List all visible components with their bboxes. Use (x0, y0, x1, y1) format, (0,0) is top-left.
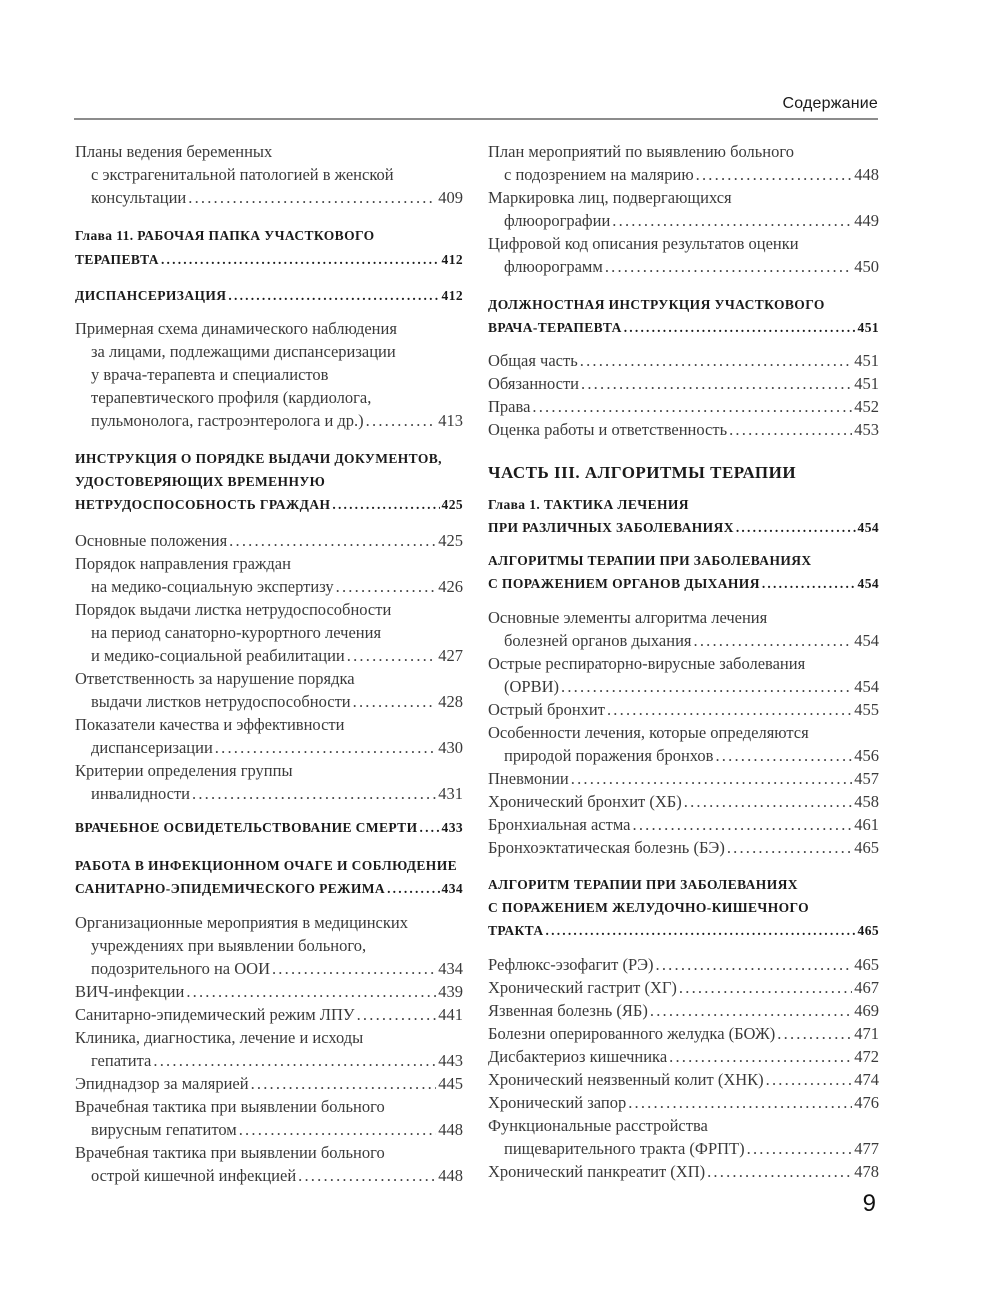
toc-entry-title: за лицами, подлежащими диспансеризации (91, 342, 396, 361)
dot-leader (387, 881, 439, 897)
toc-entry-line (488, 234, 879, 257)
toc-entry-title: Язвенная болезнь (ЯБ) (488, 1001, 648, 1020)
dot-leader (736, 520, 856, 536)
toc-entry-line (75, 554, 463, 577)
toc-entry-line (75, 715, 463, 738)
toc-entry-title: ИНСТРУКЦИЯ О ПОРЯДКЕ ВЫДАЧИ ДОКУМЕНТОВ, (75, 451, 442, 466)
toc-entry-line (91, 623, 463, 646)
toc-entry-title: Хронический панкреатит (ХП) (488, 1162, 706, 1181)
toc-page-number: 476 (854, 1093, 879, 1112)
toc-entry[interactable] (488, 397, 879, 420)
toc-page-number: 474 (854, 1070, 879, 1089)
toc-entry[interactable] (488, 351, 879, 374)
toc-page-number: 478 (854, 1162, 879, 1181)
toc-entry-title: РАБОТА В ИНФЕКЦИОННОМ ОЧАГЕ И СОБЛЮДЕНИЕ (75, 858, 457, 873)
toc-section-entry[interactable] (488, 320, 879, 343)
toc-entry-title: Хронический запор (488, 1093, 627, 1112)
toc-entry-title: на период санаторно-курортного лечения (91, 623, 382, 642)
header-rule (74, 118, 878, 120)
toc-entry-line (91, 165, 463, 188)
toc-page-number: 451 (854, 351, 879, 370)
toc-entry-title: Критерии определения группы (75, 761, 293, 780)
dot-leader (228, 288, 439, 304)
toc-entry-title: пищеварительного тракта (ФРПТ) (504, 1139, 745, 1158)
dot-leader (679, 978, 852, 998)
toc-entry[interactable] (91, 1051, 463, 1074)
dot-leader (188, 188, 436, 208)
dot-leader (612, 211, 852, 231)
toc-entry-title: и медико-социальной реабилитации (91, 646, 345, 665)
toc-page-number: 445 (438, 1074, 463, 1093)
toc-entry[interactable] (75, 1074, 463, 1097)
toc-page-number: 449 (854, 211, 879, 230)
toc-entry-title: Цифровой код описания результатов оценки (488, 234, 799, 253)
toc-page-number: 439 (438, 982, 463, 1001)
toc-entry-title: у врача-терапевта и специалистов (91, 365, 329, 384)
toc-entry-line (488, 188, 879, 211)
dot-leader (762, 576, 856, 592)
toc-page-number: 457 (854, 769, 879, 788)
toc-entry-title: Бронхоэктатическая болезнь (БЭ) (488, 838, 725, 857)
toc-page-number: 433 (441, 820, 463, 835)
dot-leader (153, 1051, 436, 1071)
toc-section-heading-line (75, 451, 463, 474)
toc-page-number: 448 (854, 165, 879, 184)
dot-leader (727, 838, 852, 858)
toc-entry-title: Болезни оперированного желудка (БОЖ) (488, 1024, 776, 1043)
dot-leader (607, 700, 852, 720)
dot-leader (694, 631, 853, 651)
toc-entry-title: Клиника, диагностика, лечение и исходы (75, 1028, 364, 1047)
toc-entry-title: Маркировка лиц, подвергающихся (488, 188, 732, 207)
dot-leader (532, 397, 852, 417)
toc-entry-title: (ОРВИ) (504, 677, 560, 696)
toc-page-number: 426 (438, 577, 463, 596)
toc-entry-line (75, 142, 463, 165)
toc-entry[interactable] (488, 955, 879, 978)
toc-page-number: 472 (854, 1047, 879, 1066)
toc-page-number: 428 (438, 692, 463, 711)
dot-leader (161, 252, 440, 268)
toc-page-number: 454 (854, 677, 879, 696)
toc-page-number: 431 (438, 784, 463, 803)
toc-page-number: 454 (857, 576, 879, 591)
toc-entry-title: гепатита (91, 1051, 152, 1070)
toc-page-number: 477 (854, 1139, 879, 1158)
toc-section-heading-line (75, 228, 463, 251)
toc-entry[interactable] (504, 677, 879, 700)
toc-page-number: 409 (438, 188, 463, 207)
toc-entry-title: Эпиднадзор за малярией (75, 1074, 249, 1093)
toc-entry-line (488, 723, 879, 746)
toc-entry-title: острой кишечной инфекцией (91, 1166, 297, 1185)
dot-leader (192, 784, 436, 804)
toc-entry-title: болезней органов дыхания (504, 631, 692, 650)
toc-entry-title: Планы ведения беременных (75, 142, 273, 161)
toc-entry-title: Острые респираторно-вирусные заболевания (488, 654, 806, 673)
toc-entry-line (75, 600, 463, 623)
toc-section-entry[interactable] (488, 520, 879, 543)
toc-entry[interactable] (488, 1001, 879, 1024)
toc-entry[interactable] (488, 838, 879, 861)
toc-entry-title: Примерная схема динамического наблюдения (75, 319, 397, 338)
toc-entry-title: План мероприятий по выявлению больного (488, 142, 794, 161)
dot-leader (707, 1162, 852, 1182)
toc-page-number: 451 (857, 320, 879, 335)
toc-entry-line (75, 1097, 463, 1120)
toc-page-number: 471 (854, 1024, 879, 1043)
toc-entry[interactable] (504, 211, 879, 234)
dot-leader (580, 351, 853, 371)
dot-leader (229, 531, 436, 551)
toc-section-heading-line (75, 858, 463, 881)
toc-section-entry[interactable] (75, 288, 463, 311)
dot-leader (766, 1070, 853, 1090)
toc-entry-title: ВРАЧА-ТЕРАПЕВТА (488, 320, 622, 335)
toc-entry-line (75, 1028, 463, 1051)
toc-page-number: 427 (438, 646, 463, 665)
dot-leader (684, 792, 852, 812)
toc-entry[interactable] (488, 1070, 879, 1093)
toc-entry-title: Обязанности (488, 374, 580, 393)
toc-page-number: 434 (438, 959, 463, 978)
toc-entry-title: Санитарно-эпидемический режим ЛПУ (75, 1005, 355, 1024)
toc-entry[interactable] (488, 374, 879, 397)
toc-page-number: 425 (438, 531, 463, 550)
dot-leader (420, 820, 440, 836)
toc-entry-title: Глава 1. ТАКТИКА ЛЕЧЕНИЯ (488, 497, 689, 512)
dot-leader (366, 411, 437, 431)
toc-entry-line (488, 142, 879, 165)
toc-entry-title: флюорографии (504, 211, 611, 230)
toc-page-number: 450 (854, 257, 879, 276)
toc-entry[interactable] (91, 959, 463, 982)
toc-entry-title: С ПОРАЖЕНИЕМ ОРГАНОВ ДЫХАНИЯ (488, 576, 760, 591)
toc-entry-title: УДОСТОВЕРЯЮЩИХ ВРЕМЕННУЮ (75, 474, 326, 489)
toc-entry-title: пульмонолога, гастроэнтеролога и др.) (91, 411, 364, 430)
toc-entry-title: С ПОРАЖЕНИЕМ ЖЕЛУДОЧНО-КИШЕЧНОГО (488, 900, 810, 915)
toc-entry[interactable] (75, 982, 463, 1005)
toc-page-number: 451 (854, 374, 879, 393)
toc-section-heading-line (488, 463, 879, 486)
toc-entry-title: Врачебная тактика при выявлении больного (75, 1143, 385, 1162)
toc-page-number: 465 (854, 838, 879, 857)
toc-entry[interactable] (91, 188, 463, 211)
page-number: 9 (862, 1190, 876, 1217)
toc-entry-line (75, 913, 463, 936)
toc-entry-title: Оценка работы и ответственность (488, 420, 728, 439)
dot-leader (336, 577, 437, 597)
toc-entry-title: Рефлюкс-эзофагит (РЭ) (488, 955, 654, 974)
toc-entry-title: АЛГОРИТМ ТЕРАПИИ ПРИ ЗАБОЛЕВАНИЯХ (488, 877, 798, 892)
toc-entry[interactable] (488, 978, 879, 1001)
toc-section-entry[interactable] (75, 497, 463, 520)
toc-entry[interactable] (91, 1120, 463, 1143)
toc-section-heading-line (488, 497, 879, 520)
toc-entry-title: Порядок выдачи листка нетрудоспособности (75, 600, 392, 619)
toc-section-heading-line (488, 553, 879, 576)
toc-section-entry[interactable] (488, 923, 879, 946)
toc-entry-title: ВРАЧЕБНОЕ ОСВИДЕТЕЛЬСТВОВАНИЕ СМЕРТИ (75, 820, 418, 835)
toc-entry-title: учреждениях при выявлении больного, (91, 936, 367, 955)
toc-page-number: 454 (857, 520, 879, 535)
toc-entry[interactable] (91, 784, 463, 807)
toc-entry-title: Права (488, 397, 531, 416)
toc-entry-title: Острый бронхит (488, 700, 605, 719)
toc-page-number: 448 (438, 1166, 463, 1185)
toc-page-number: 461 (854, 815, 879, 834)
toc-section-entry[interactable] (75, 252, 463, 275)
dot-leader (729, 420, 852, 440)
toc-entry-title: природой поражения бронхов (504, 746, 714, 765)
dot-leader (777, 1024, 852, 1044)
dot-leader (669, 1047, 852, 1067)
dot-leader (696, 165, 853, 185)
toc-entry-title: Пневмонии (488, 769, 569, 788)
toc-section-heading-line (488, 900, 879, 923)
toc-entry-title: ДИСПАНСЕРИЗАЦИЯ (75, 288, 227, 303)
dot-leader (357, 1005, 437, 1025)
toc-entry-line (91, 342, 463, 365)
toc-page-number: 412 (441, 252, 463, 267)
dot-leader (747, 1139, 853, 1159)
toc-section-entry[interactable] (75, 820, 463, 843)
toc-entry[interactable] (91, 692, 463, 715)
dot-leader (656, 955, 853, 975)
toc-entry[interactable] (488, 420, 879, 443)
toc-entry-title: с экстрагенитальной патологией в женской (91, 165, 394, 184)
toc-entry[interactable] (75, 531, 463, 554)
toc-entry-line (488, 654, 879, 677)
toc-entry-title: флюорограмм (504, 257, 603, 276)
dot-leader (546, 923, 856, 939)
toc-entry-title: Функциональные расстройства (488, 1116, 708, 1135)
toc-page-number: 454 (854, 631, 879, 650)
toc-entry-title: подозрительного на ООИ (91, 959, 270, 978)
toc-entry-line (75, 1143, 463, 1166)
dot-leader (347, 646, 436, 666)
toc-entry-title: Хронический неязвенный колит (ХНК) (488, 1070, 764, 1089)
toc-entry-title: Глава 11. РАБОЧАЯ ПАПКА УЧАСТКОВОГО (75, 228, 375, 243)
toc-section-heading-line (488, 877, 879, 900)
toc-entry[interactable] (75, 1005, 463, 1028)
toc-entry[interactable] (488, 1093, 879, 1116)
toc-entry[interactable] (91, 646, 463, 669)
toc-page-number: 465 (857, 923, 879, 938)
toc-page-number: 455 (854, 700, 879, 719)
dot-leader (628, 1093, 852, 1113)
toc-page-number: 467 (854, 978, 879, 997)
dot-leader (571, 769, 852, 789)
toc-page-number: 441 (438, 1005, 463, 1024)
toc-entry[interactable] (504, 165, 879, 188)
toc-entry[interactable] (488, 815, 879, 838)
toc-entry-title: Дисбактериоз кишечника (488, 1047, 668, 1066)
toc-entry-line (75, 319, 463, 342)
toc-entry-line (75, 761, 463, 784)
toc-entry-line (91, 365, 463, 388)
toc-entry[interactable] (488, 1162, 879, 1185)
toc-entry[interactable] (504, 746, 879, 769)
toc-entry[interactable] (91, 738, 463, 761)
toc-entry-title: выдачи листков нетрудоспособности (91, 692, 351, 711)
toc-entry-line (488, 608, 879, 631)
dot-leader (650, 1001, 852, 1021)
dot-leader (561, 677, 852, 697)
toc-entry-title: ДОЛЖНОСТНАЯ ИНСТРУКЦИЯ УЧАСТКОВОГО (488, 297, 825, 312)
toc-entry-title: Ответственность за нарушение порядка (75, 669, 355, 688)
toc-entry-title: АЛГОРИТМЫ ТЕРАПИИ ПРИ ЗАБОЛЕВАНИЯХ (488, 553, 812, 568)
toc-page-number: 443 (438, 1051, 463, 1070)
toc-entry-line (488, 1116, 879, 1139)
toc-entry-title: ТРАКТА (488, 923, 544, 938)
toc-section-entry[interactable] (75, 881, 463, 904)
toc-entry[interactable] (91, 411, 463, 434)
dot-leader (239, 1120, 437, 1140)
toc-entry[interactable] (488, 769, 879, 792)
dot-leader (581, 374, 852, 394)
toc-entry-title: с подозрением на малярию (504, 165, 694, 184)
toc-page-number: 452 (854, 397, 879, 416)
toc-entry[interactable] (91, 1166, 463, 1189)
running-head-title: Содержание (782, 95, 878, 112)
toc-page-number: 413 (438, 411, 463, 430)
toc-entry[interactable] (488, 1047, 879, 1070)
dot-leader (251, 1074, 437, 1094)
toc-entry-title: терапевтического профиля (кардиолога, (91, 388, 372, 407)
toc-entry-title: Порядок направления граждан (75, 554, 291, 573)
toc-entry-title: Основные положения (75, 531, 228, 550)
toc-entry-title: Врачебная тактика при выявлении больного (75, 1097, 385, 1116)
toc-entry-title: инвалидности (91, 784, 191, 803)
toc-entry-title: Организационные мероприятия в медицинских (75, 913, 408, 932)
toc-entry-title: ВИЧ-инфекции (75, 982, 185, 1001)
dot-leader (186, 982, 436, 1002)
toc-entry[interactable] (504, 257, 879, 280)
toc-entry[interactable] (504, 1139, 879, 1162)
toc-entry-title: ЧАСТЬ III. АЛГОРИТМЫ ТЕРАПИИ (488, 463, 797, 482)
dot-leader (353, 692, 437, 712)
toc-section-entry[interactable] (488, 576, 879, 599)
toc-entry-line (91, 936, 463, 959)
toc-entry-title: Особенности лечения, которые определяются (488, 723, 809, 742)
toc-page-number: 412 (441, 288, 463, 303)
dot-leader (633, 815, 853, 835)
dot-leader (272, 959, 436, 979)
dot-leader (215, 738, 436, 758)
toc-page-number: 458 (854, 792, 879, 811)
dot-leader (298, 1166, 436, 1186)
toc-entry-title: Бронхиальная астма (488, 815, 631, 834)
toc-entry-title: САНИТАРНО-ЭПИДЕМИЧЕСКОГО РЕЖИМА (75, 881, 386, 896)
toc-entry-title: НЕТРУДОСПОСОБНОСТЬ ГРАЖДАН (75, 497, 331, 512)
toc-entry-title: на медико-социальную экспертизу (91, 577, 334, 596)
toc-entry-title: вирусным гепатитом (91, 1120, 237, 1139)
dot-leader (332, 497, 439, 513)
toc-page-number: 430 (438, 738, 463, 757)
toc-page-number: 465 (854, 955, 879, 974)
toc-entry-title: Общая часть (488, 351, 578, 370)
toc-entry-title: консультации (91, 188, 187, 207)
dot-leader (715, 746, 852, 766)
toc-entry[interactable] (488, 792, 879, 815)
toc-entry-title: диспансеризации (91, 738, 213, 757)
dot-leader (624, 320, 856, 336)
toc-entry[interactable] (488, 700, 879, 723)
toc-entry-title: Хронический гастрит (ХГ) (488, 978, 677, 997)
toc-entry-title: Хронический бронхит (ХБ) (488, 792, 682, 811)
toc-page-number: 448 (438, 1120, 463, 1139)
toc-entry-title: Основные элементы алгоритма лечения (488, 608, 768, 627)
toc-page-number: 434 (441, 881, 463, 896)
toc-entry-line (91, 388, 463, 411)
toc-entry[interactable] (504, 631, 879, 654)
toc-entry[interactable] (488, 1024, 879, 1047)
toc-entry[interactable] (91, 577, 463, 600)
toc-page-number: 425 (441, 497, 463, 512)
toc-entry-title: ТЕРАПЕВТА (75, 252, 159, 267)
toc-entry-title: Показатели качества и эффективности (75, 715, 345, 734)
toc-page-number: 469 (854, 1001, 879, 1020)
toc-page-number: 453 (854, 420, 879, 439)
toc-section-heading-line (75, 474, 463, 497)
dot-leader (605, 257, 852, 277)
toc-section-heading-line (488, 297, 879, 320)
toc-page-number: 456 (854, 746, 879, 765)
toc-entry-title: ПРИ РАЗЛИЧНЫХ ЗАБОЛЕВАНИЯХ (488, 520, 734, 535)
toc-entry-line (75, 669, 463, 692)
